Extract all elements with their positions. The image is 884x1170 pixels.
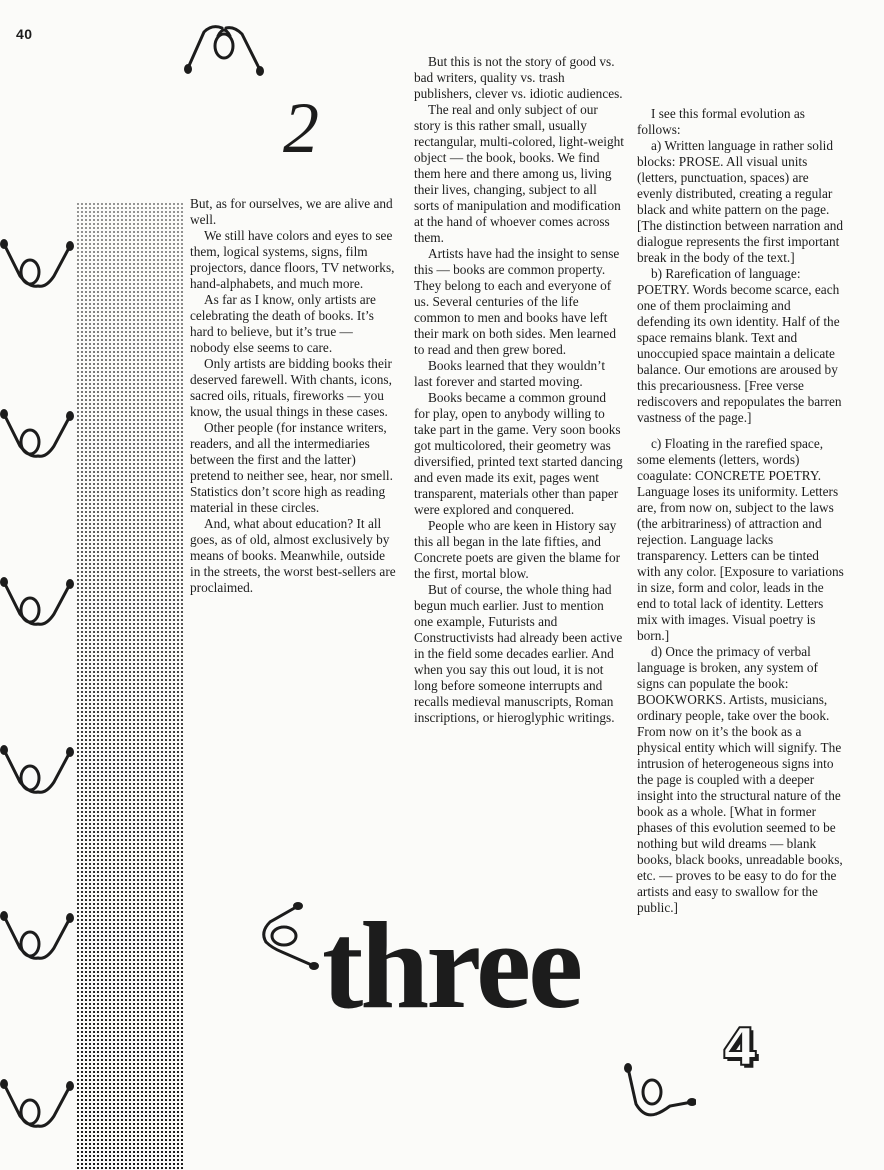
halftone-strip <box>76 202 184 1170</box>
figure-illustration <box>182 18 266 78</box>
paragraph: As far as I know, only artists are celebrating the death of books. It’s hard to believe, but it’s true — nobody else seems to care. <box>190 292 376 355</box>
paragraph: d) Once the primacy of verbal language is broken, any system of signs can populate the book: BOOKWORKS. Artists, musicians, ordinary people, take over the book. From now on it’s the book as a physical entity which will signify. The intrusion of heterogeneous signs into the page is coupled with a deeper insight into the structural nature of the book as a whole. [What in former phases of this evolution seemed to be nothing but wild dreams — blank books, black books, unreadable books, etc. — proves to be easy to do for the artists and easy to swallow for the public.] <box>637 644 843 915</box>
paragraph: b) Rarefication of language: POETRY. Words become scarce, each one of them proclaiming and defending its own identity. Half of the space remains blank. Text and unoccupied space maintain a delicate balance. Our emotions are aroused by this precariousness. [Free verse rediscovers and repopulates the barren vastness of the page.] <box>637 266 842 425</box>
paragraph: But this is not the story of good vs. bad writers, quality vs. trash publishers, clever vs. idiotic audiences. <box>414 54 623 101</box>
text-column-1 <box>190 196 396 596</box>
paragraph: a) Written language in rather solid blocks: PROSE. All visual units (letters, punctuation, spaces) are evenly distributed, creating a regular black and white pattern on the page. [The distinction between narration and dialogue represents the first important break in the body of the text.] <box>637 138 844 265</box>
paragraph: Only artists are bidding books their deserved farewell. With chants, icons, sacred oils, rituals, fireworks — you know, the usual things in these cases. <box>190 356 392 419</box>
paragraph: Books learned that they wouldn’t last forever and started moving. <box>414 358 606 389</box>
paragraph: Other people (for instance writers, readers, and all the intermediaries between the first and the latter) pretend to neither see, hear, nor smell. Statistics don’t score high as reading material in these circles. <box>190 420 393 515</box>
figure-illustration <box>0 236 74 300</box>
section-number-4: 4 <box>722 1018 759 1078</box>
paragraph: I see this formal evolution as follows: <box>637 106 805 137</box>
figure-illustration <box>622 1062 696 1126</box>
paragraph: c) Floating in the rarefied space, some elements (letters, words) coagulate: CONCRETE POETRY. Language loses its uniformity. Letters are, from now on, subject to the laws (the arbitrariness) of attraction and rejection. Language lacks transparency. Letters can be tinted with any color. [Exposure to variations in size, form and color, leads in the end to total lack of identity. Letters mix with images. Visual poetry is born.] <box>637 436 844 643</box>
paragraph: But of course, the whole thing had begun much earlier. Just to mention one example, Futurists and Constructivists had already been active in the field some decades earlier. And when you say this out loud, it is not long before someone interrupts and recalls medieval manuscripts, Roman inscriptions, or hieroglyphic writings. <box>414 582 623 725</box>
paragraph: Books became a common ground for play, open to anybody willing to take part in the game. Very soon books got multicolored, their geometry was diversified, printed text started dancing and even made its exit, pages went transparent, materials other than paper were explored and conquered. <box>414 390 623 517</box>
section-word-three: three <box>322 897 581 1034</box>
page-number: 40 <box>16 26 33 42</box>
paragraph: And, what about education? It all goes, as of old, almost exclusively by means of books. Meanwhile, outside in the streets, the worst best-sellers are proclaimed. <box>190 516 396 595</box>
figure-illustration <box>0 406 74 470</box>
figure-illustration <box>0 742 74 806</box>
paragraph: The real and only subject of our story is this rather small, usually rectangular, multi-colored, light-weight object — the book, books. We find them here and there among us, living their lives, changing, subject to all sorts of manipulation and modification at the hand of whoever comes across them. <box>414 102 624 245</box>
figure-illustration <box>0 908 74 972</box>
paragraph: Artists have had the insight to sense this — books are common property. They belong to each and everyone of us. Several centuries of the life common to men and books have left their mark on both sides. Men learned to read and then grew bored. <box>414 246 620 357</box>
section-number-2: 2 <box>283 88 319 168</box>
text-column-3 <box>637 106 845 916</box>
figure-illustration <box>252 900 326 974</box>
figure-illustration <box>0 574 74 638</box>
figure-illustration <box>0 1076 74 1140</box>
paragraph: But, as for ourselves, we are alive and well. <box>190 196 393 227</box>
paragraph: People who are keen in History say this all began in the late fifties, and Concrete poets are given the blame for the first, mortal blow. <box>414 518 621 581</box>
text-column-2 <box>414 54 624 726</box>
paragraph: We still have colors and eyes to see them, logical systems, signs, film projectors, dance floors, TV networks, hand-alphabets, and much more. <box>190 228 395 291</box>
